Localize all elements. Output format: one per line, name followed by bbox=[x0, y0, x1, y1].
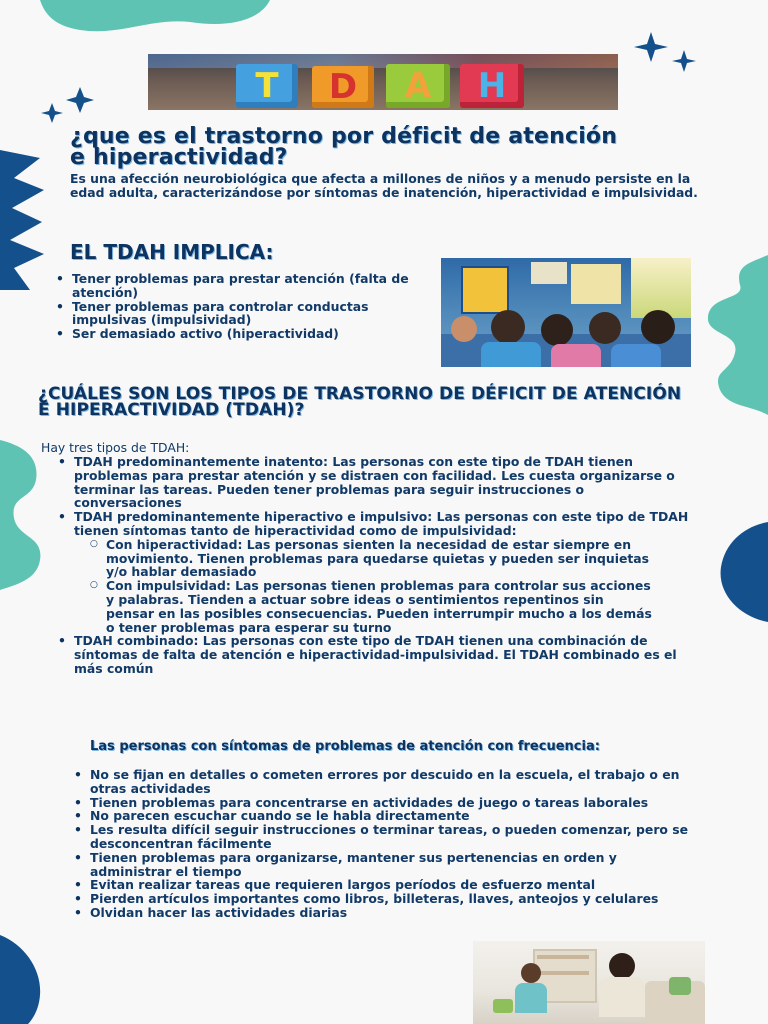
list-item: • Tener problemas para prestar atención (falta de atención) bbox=[40, 272, 435, 300]
tdah-blocks-image bbox=[148, 54, 618, 110]
list-item: • Tienen problemas para concentrarse en actividades de juego o tareas laborales bbox=[58, 796, 698, 810]
navy-blob-right bbox=[715, 522, 768, 622]
list-item: • Evitan realizar tareas que requieren largos períodos de esfuerzo mental bbox=[58, 878, 698, 892]
list-item: • TDAH predominantemente inatento: Las personas con este tipo de TDAH tienen problemas para prestar atención y se distraen con facilidad. Les cuesta organizarse o terminar las tareas. Pueden tener problemas para seguir instrucciones o conversaciones bbox=[42, 455, 692, 510]
types-intro: Hay tres tipos de TDAH: bbox=[41, 440, 190, 455]
list-item: • Pierden artículos importantes como libros, billeteras, llaves, anteojos y celulares bbox=[58, 892, 698, 906]
teal-blob-top bbox=[40, 0, 270, 40]
section-title-tipos: ¿CUÁLES SON LOS TIPOS DE TRASTORNO DE DÉFICIT DE ATENCIÓN E HIPERACTIVIDAD (TDAH)? bbox=[38, 384, 682, 420]
section-title-sintomas: Las personas con síntomas de problemas de atención con frecuencia: bbox=[90, 739, 600, 754]
sparkle-icon bbox=[626, 30, 706, 80]
list-item: ○ Con hiperactividad: Las personas sienten la necesidad de estar siempre en movimiento. Tienen problemas para quedarse quietas y pueden ser inquietas y/o hablar demasiado bbox=[74, 538, 654, 579]
section-title-que-es: ¿que es el trastorno por déficit de atención e hiperactividad? bbox=[70, 124, 618, 170]
list-item: • Les resulta difícil seguir instrucciones o terminar tareas, o pueden comenzar, pero se desconcentran fácilmente bbox=[58, 823, 698, 851]
list-item: ○ Con impulsividad: Las personas tienen problemas para controlar sus acciones y palabras. Tienden a actuar sobre ideas o sentimientos repentinos sin pensar en las posibles consecuencias. Pueden interrumpir mucho a los demás o tener problemas para esperar su turno bbox=[74, 579, 654, 634]
therapy-session-photo bbox=[473, 941, 705, 1024]
list-item: • No se fijan en detalles o cometen errores por descuido en la escuela, el trabajo o en otras actividades bbox=[58, 768, 698, 796]
navy-blob-bottom-left bbox=[0, 935, 45, 1024]
letter-block-d: D bbox=[312, 66, 374, 108]
subtypes-list bbox=[74, 538, 654, 635]
letter-block-a: A bbox=[386, 64, 450, 108]
list-item: • No parecen escuchar cuando se le habla directamente bbox=[58, 809, 698, 823]
list-item: • TDAH combinado: Las personas con este tipo de TDAH tienen una combinación de síntomas de falta de atención e hiperactividad-impulsividad. El TDAH combinado es el más común bbox=[42, 634, 692, 675]
letter-block-h: H bbox=[460, 64, 524, 108]
list-item: • Olvidan hacer las actividades diarias bbox=[58, 906, 698, 920]
symptoms-list bbox=[58, 768, 698, 920]
section-title-implica: EL TDAH IMPLICA: bbox=[70, 240, 274, 264]
classroom-children-photo bbox=[441, 258, 691, 367]
teal-blob-right bbox=[700, 255, 768, 415]
list-item-text: TDAH predominantemente hiperactivo e impulsivo: Las personas con este tipo de TDAH tienen síntomas tanto de hiperactividad como de impulsividad: bbox=[74, 509, 689, 538]
definition-paragraph: Es una afección neurobiológica que afecta a millones de niños y a menudo persiste en la edad adulta, caracterizándose por síntomas de inatención, hiperactividad e impulsividad. bbox=[70, 171, 698, 200]
implica-list bbox=[40, 272, 435, 341]
letter-block-t: T bbox=[236, 64, 298, 108]
list-item: • Ser demasiado activo (hiperactividad) bbox=[40, 327, 435, 341]
zigzag-shape-left bbox=[0, 150, 48, 290]
types-list bbox=[42, 455, 692, 676]
list-item: • Tener problemas para controlar conductas impulsivas (impulsividad) bbox=[40, 300, 435, 328]
list-item: • Tienen problemas para organizarse, mantener sus pertenencias en orden y administrar el tiempo bbox=[58, 851, 698, 879]
list-item bbox=[42, 510, 692, 634]
